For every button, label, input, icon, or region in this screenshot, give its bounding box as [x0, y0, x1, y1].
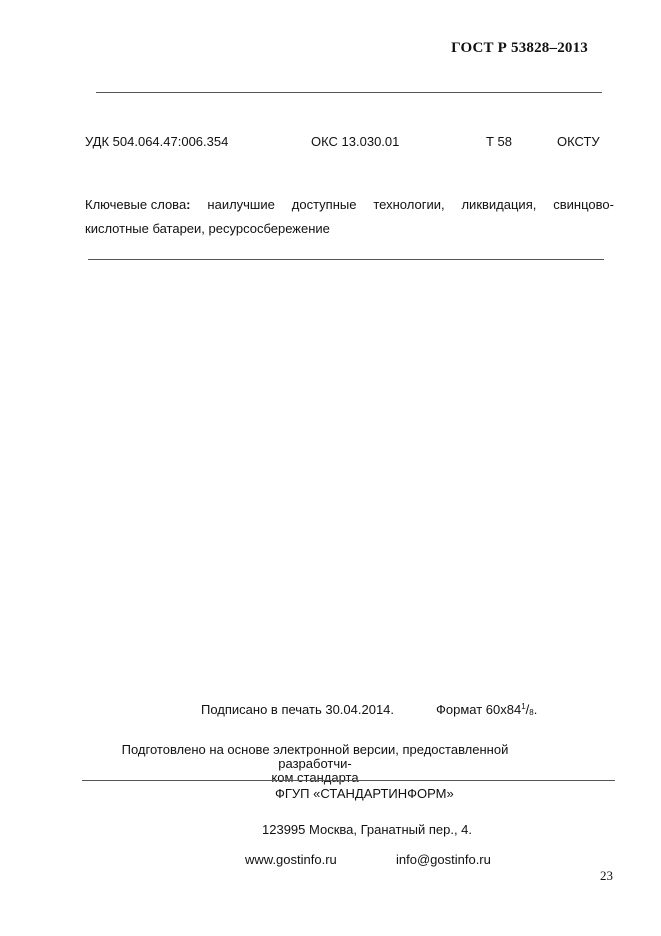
keywords-colon: :: [186, 197, 191, 212]
keywords-block: [85, 193, 614, 241]
standard-number-header: ГОСТ Р 53828–2013: [451, 40, 588, 56]
keywords-divider: [88, 259, 604, 260]
keywords-line-2: [85, 217, 614, 241]
oks-code: ОКС 13.030.01: [311, 134, 400, 149]
paper-format: [436, 702, 537, 717]
email-link[interactable]: info@gostinfo.ru: [396, 852, 491, 867]
t-code: Т 58: [486, 134, 513, 149]
page-number: 23: [600, 868, 613, 883]
format-prefix: Формат 60x84: [436, 702, 522, 717]
signed-to-print: Подписано в печать 30.04.2014.: [201, 702, 395, 717]
format-denominator: 8: [529, 708, 534, 717]
keywords-label-group: [85, 193, 191, 217]
format-suffix: .: [533, 702, 538, 717]
keywords-continuation: кислотные батареи, ресурсосбережение: [85, 221, 330, 236]
keyword: технологии,: [373, 197, 445, 212]
keyword: ликвидация,: [461, 197, 537, 212]
imprint-divider: [82, 780, 615, 781]
keyword: наилучшие: [207, 197, 275, 212]
publisher-address: 123995 Москва, Гранатный пер., 4.: [262, 822, 473, 837]
prepared-line-1: Подготовлено на основе электронной версии, предоставленной разработчи-: [121, 742, 509, 771]
okstu-code: ОКСТУ: [557, 134, 600, 149]
publisher-name: ФГУП «СТАНДАРТИНФОРМ»: [275, 786, 454, 801]
website-link[interactable]: www.gostinfo.ru: [245, 852, 337, 867]
prepared-line-2: ком стандарта: [271, 770, 359, 785]
udk-code: УДК 504.064.47:006.354: [85, 134, 229, 149]
prepared-note: [120, 743, 510, 785]
format-numerator: 1: [521, 702, 526, 711]
keyword: доступные: [291, 197, 357, 212]
format-slash: /: [525, 702, 530, 717]
keyword: свинцово-: [553, 197, 614, 212]
top-divider: [96, 92, 602, 93]
keywords-label: Ключевые слова: [85, 197, 187, 212]
keywords-line-1: [85, 193, 614, 217]
